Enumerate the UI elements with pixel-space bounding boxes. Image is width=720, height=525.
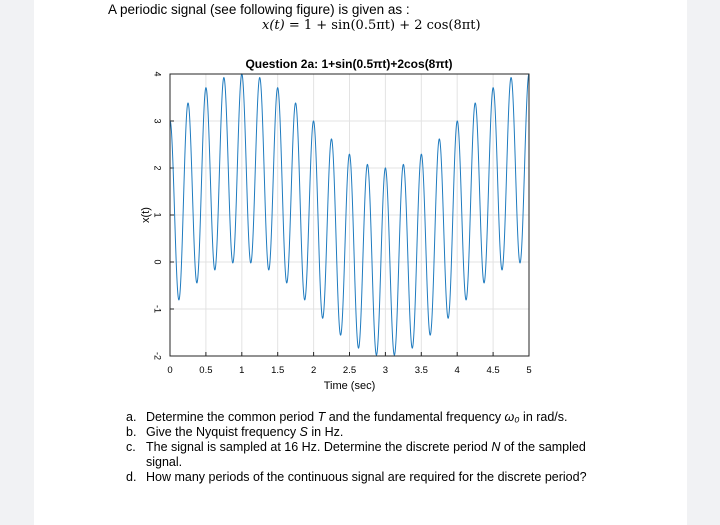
x-axis-label: Time (sec)	[323, 380, 376, 392]
y-tick-label: 4	[152, 71, 163, 77]
question-item	[126, 410, 616, 425]
y-tick-label: 0	[152, 259, 163, 265]
x-tick-label: 2	[310, 365, 317, 376]
question-letter: d.	[126, 470, 137, 484]
x-tick-label: 2.5	[342, 365, 357, 376]
formula-lhs: x(t)	[262, 18, 285, 33]
x-tick-label: 5	[526, 365, 532, 376]
formula-rhs: = 1 + sin(0.5πt) + 2 cos(8πt)	[284, 18, 481, 33]
x-tick-label: 4	[454, 365, 460, 376]
question-text: S	[299, 425, 308, 439]
question-text: How many periods of the continuous signal are required for the discrete period?	[146, 470, 587, 484]
question-letter: c.	[126, 440, 136, 454]
question-item	[126, 440, 616, 470]
question-text: T	[317, 410, 326, 424]
question-text: The signal is sampled at 16 Hz. Determine the discrete period	[146, 440, 492, 454]
y-tick-label: 2	[152, 165, 163, 171]
question-text: in Hz.	[307, 425, 344, 439]
y-axis-label: x(t)	[139, 207, 152, 223]
question-list	[126, 410, 616, 485]
y-tick-label: -2	[152, 351, 163, 361]
x-tick-label: 0	[167, 365, 173, 376]
question-text: and the fundamental frequency	[325, 410, 505, 424]
y-tick-label: 3	[152, 118, 163, 124]
question-item	[126, 425, 616, 440]
question-letter: b.	[126, 425, 137, 439]
x-tick-label: 3.5	[414, 365, 428, 376]
chart-title: Question 2a: 1+sin(0.5πt)+2cos(8πt)	[245, 57, 453, 71]
question-item	[126, 470, 616, 485]
x-tick-label: 4.5	[486, 365, 500, 376]
x-tick-label: 1	[239, 365, 245, 376]
x-tick-label: 1.5	[271, 365, 285, 376]
question-text: in rad/s.	[519, 410, 568, 424]
y-axis-ticks	[153, 71, 174, 360]
y-tick-label: -1	[152, 304, 163, 314]
y-tick-label: 1	[152, 212, 163, 218]
x-tick-label: 0.5	[199, 365, 213, 376]
question-letter: a.	[126, 410, 137, 424]
question-text: of the sampled signal.	[146, 440, 586, 469]
question-text: Give the Nyquist frequency	[146, 425, 300, 439]
question-text: ω₀	[504, 410, 520, 424]
intro-text: A periodic signal (see following figure) is given as :	[108, 2, 410, 17]
question-text: Determine the common period	[146, 410, 318, 424]
question-text: N	[491, 440, 501, 454]
x-tick-label: 3	[382, 365, 389, 376]
chart-grid	[170, 74, 529, 356]
